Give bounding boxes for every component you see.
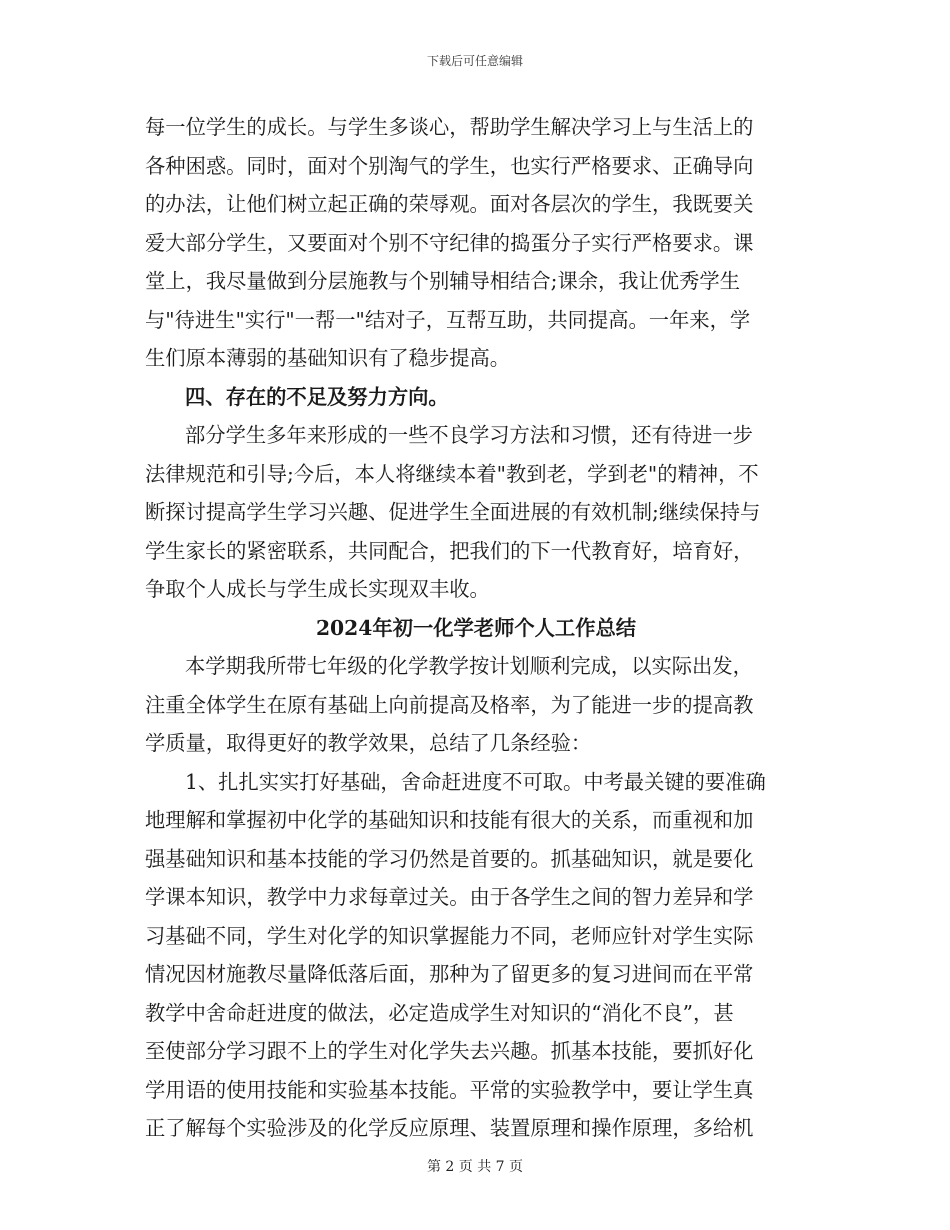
text-line: 正了解每个实验涉及的化学反应原理、装置原理和操作原理，多给机 [145, 1116, 754, 1140]
page-header: 下载后可任意编辑 [426, 54, 523, 68]
document-title: 2024年初一化学老师个人工作总结 [315, 615, 637, 640]
text-line: 与"待进生"实行"一帮一"结对子，互帮互助，共同提高。一年来，学 [145, 307, 751, 332]
text-line: 至使部分学习跟不上的学生对化学失去兴趣。抓基本技能，要抓好化 [145, 1039, 754, 1063]
text-line: 堂上，我尽量做到分层施教与个别辅导相结合;课余，我让优秀学生 [145, 269, 740, 293]
text-line: 强基础知识和基本技能的学习仍然是首要的。抓基础知识，就是要化 [145, 846, 754, 871]
text-line: 本学期我所带七年级的化学教学按计划顺利完成，以实际出发， [185, 654, 753, 678]
text-line: 学生家长的紧密联系，共同配合，把我们的下一代教育好，培育好， [145, 538, 754, 563]
text-line: 爱大部分学生，又要面对个别不守纪律的捣蛋分子实行严格要求。课 [145, 230, 754, 255]
text-line: 教学中舍命赶进度的做法，必定造成学生对知识的“消化不良”，甚 [145, 1000, 734, 1025]
text-line: 争取个人成长与学生成长实现双丰收。 [145, 577, 490, 601]
text-line: 情况因材施教尽量降低落后面，那种为了留更多的复习进间而在平常 [145, 962, 754, 986]
document-body [145, 108, 807, 1148]
page-footer: 第 2 页 共 7 页 [426, 1159, 524, 1175]
text-line: 地理解和掌握初中化学的基础知识和技能有很大的关系，而重视和加 [145, 808, 754, 832]
text-line: 法律规范和引导;今后，本人将继续本着"教到老，学到老"的精神，不 [145, 461, 759, 486]
text-line: 1、扎扎实实打好基础，舍命赶进度不可取。中考最关键的要准确 [185, 769, 766, 794]
text-line: 各种困惑。同时，面对个别淘气的学生，也实行严格要求、正确导向 [145, 153, 754, 178]
text-line: 学质量，取得更好的教学效果，总结了几条经验： [145, 731, 592, 755]
text-line: 注重全体学生在原有基础上向前提高及格率，为了能进一步的提高教 [145, 692, 754, 717]
text-line: 断探讨提高学生学习兴趣、促进学生全面进展的有效机制;继续保持与 [145, 500, 761, 524]
text-line: 的办法，让他们树立起正确的荣辱观。面对各层次的学生，我既要关 [145, 192, 754, 216]
text-line: 习基础不同，学生对化学的知识掌握能力不同，老师应针对学生实际 [145, 923, 754, 948]
text-line: 部分学生多年来形成的一些不良学习方法和习惯，还有待进一步 [185, 423, 753, 447]
section-heading: 四、存在的不足及努力方向。 [185, 384, 449, 409]
text-line: 学用语的使用技能和实验基本技能。平常的实验教学中，要让学生真 [145, 1077, 754, 1102]
text-line: 每一位学生的成长。与学生多谈心，帮助学生解决学习上与生活上的 [145, 115, 754, 139]
text-line: 学课本知识，教学中力求每章过关。由于各学生之间的智力差异和学 [145, 885, 754, 909]
text-line: 生们原本薄弱的基础知识有了稳步提高。 [145, 346, 511, 370]
